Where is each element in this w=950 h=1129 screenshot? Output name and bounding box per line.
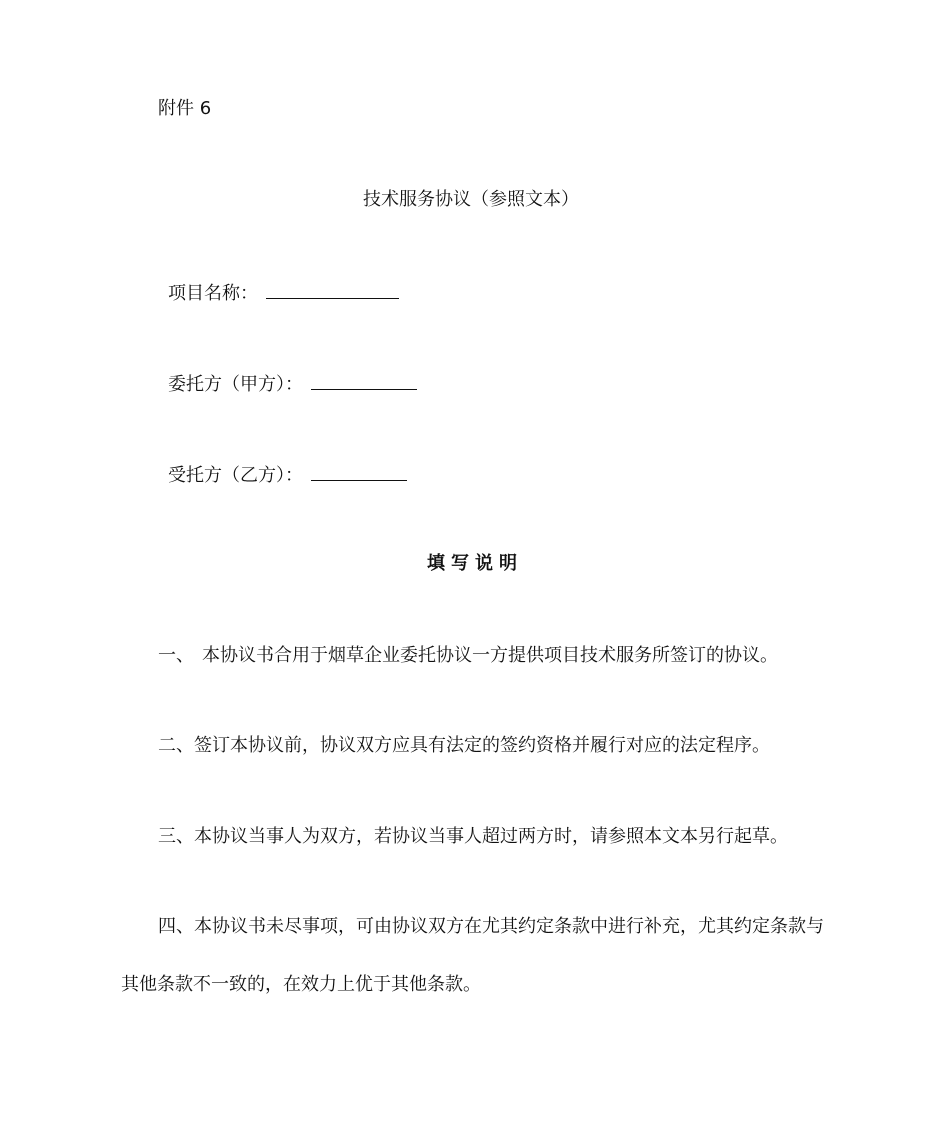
field-label: 项目名称： [168,283,258,304]
instructions-heading: 填写说明 [427,553,523,574]
field-client-party-a [168,371,417,397]
instruction-item [158,644,778,668]
blank-line [311,462,407,481]
instruction-item-continuation: 其他条款不一致的，在效力上优于其他条款。 [121,974,481,995]
instruction-item [158,734,770,758]
item-number: 二、 [158,735,194,756]
field-label: 受托方（乙方）： [168,465,303,486]
item-number: 一、 [158,645,194,666]
item-text: 本协议当事人为双方，若协议当事人超过两方时，请参照本文本另行起草。 [194,826,788,847]
item-number: 三、 [158,826,194,847]
item-number: 四、 [158,916,194,937]
item-text: 本协议书合用于烟草企业委托协议一方提供项目技术服务所签订的协议。 [202,645,778,666]
field-project-name [168,280,399,306]
instruction-item [158,825,788,849]
instruction-item [158,915,824,939]
item-text: 签订本协议前，协议双方应具有法定的签约资格并履行对应的法定程序。 [194,735,770,756]
blank-line [311,371,417,390]
field-label: 委托方（甲方）： [168,374,303,395]
blank-line [266,280,399,299]
document-title: 技术服务协议（参照文本） [363,189,579,210]
item-text: 本协议书未尽事项，可由协议双方在尤其约定条款中进行补充，尤其约定条款与 [194,916,824,937]
field-contractor-party-b [168,462,407,488]
attachment-label: 附件 6 [158,98,212,119]
